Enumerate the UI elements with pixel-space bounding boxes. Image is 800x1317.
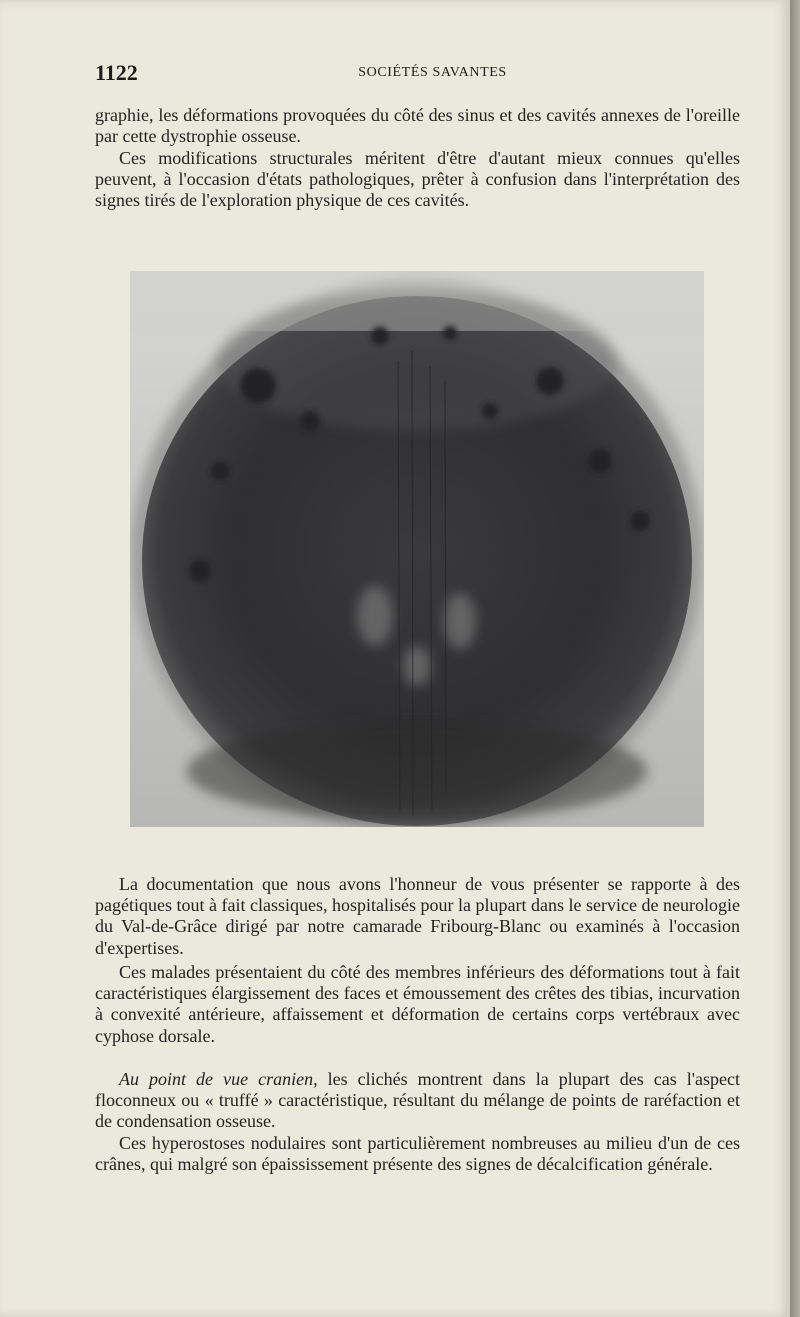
paragraph-modifications: Ces modifications structurales méritent d'être d'autant mieux connues qu'elles peuvent, à l'occasion d'états pathologiques, prêter à confusion dans l'interprétation des signes tirés de l'exploration physique de ces cavités. — [95, 148, 740, 211]
paragraph-hyperostoses: Ces hyperostoses nodulaires sont particulièrement nombreuses au milieu d'un de ces crânes, qui malgré son épaississement présente des signes de décalcification générale. — [95, 1133, 740, 1175]
paragraph-point-de-vue — [95, 1069, 740, 1133]
running-header — [95, 60, 740, 88]
page-number: 1122 — [95, 60, 138, 85]
italic-lead-in: Au point de vue cranien, — [119, 1069, 318, 1089]
paragraph-continued: graphie, les déformations provoquées du côté des sinus et des cavités annexes de l'oreille par cette dystrophie osseuse. — [95, 105, 740, 147]
paragraph-documentation: La documentation que nous avons l'honneur de vous présenter se rapporte à des pagétiques tout à fait classiques, hospitalisés pour la plupart dans le service de neurologie du Val-de-Grâce dirigé par notre camarade Fribourg-Blanc ou examinés à l'occasion d'expertises. — [95, 874, 740, 958]
paragraph-malades: Ces malades présentaient du côté des membres inférieurs des déformations tout à fait caractéristiques élargissement des faces et émoussement des crêtes des tibias, incurvation à convexité antérieure, affaissement et déformation de certains corps vertébraux avec cyphose dorsale. — [95, 962, 740, 1046]
page-edge — [790, 0, 800, 1317]
skull-radiograph-figure — [130, 271, 704, 827]
paragraph-text: les clichés montrent dans la plupart des cas l'aspect floconneux ou « truffé » caractéristique, résultant du mélange de points de raréfaction et de condensation osseuse. — [95, 1069, 741, 1132]
skull-radiograph-image — [130, 271, 704, 827]
running-title: SOCIÉTÉS SAVANTES — [358, 65, 507, 80]
